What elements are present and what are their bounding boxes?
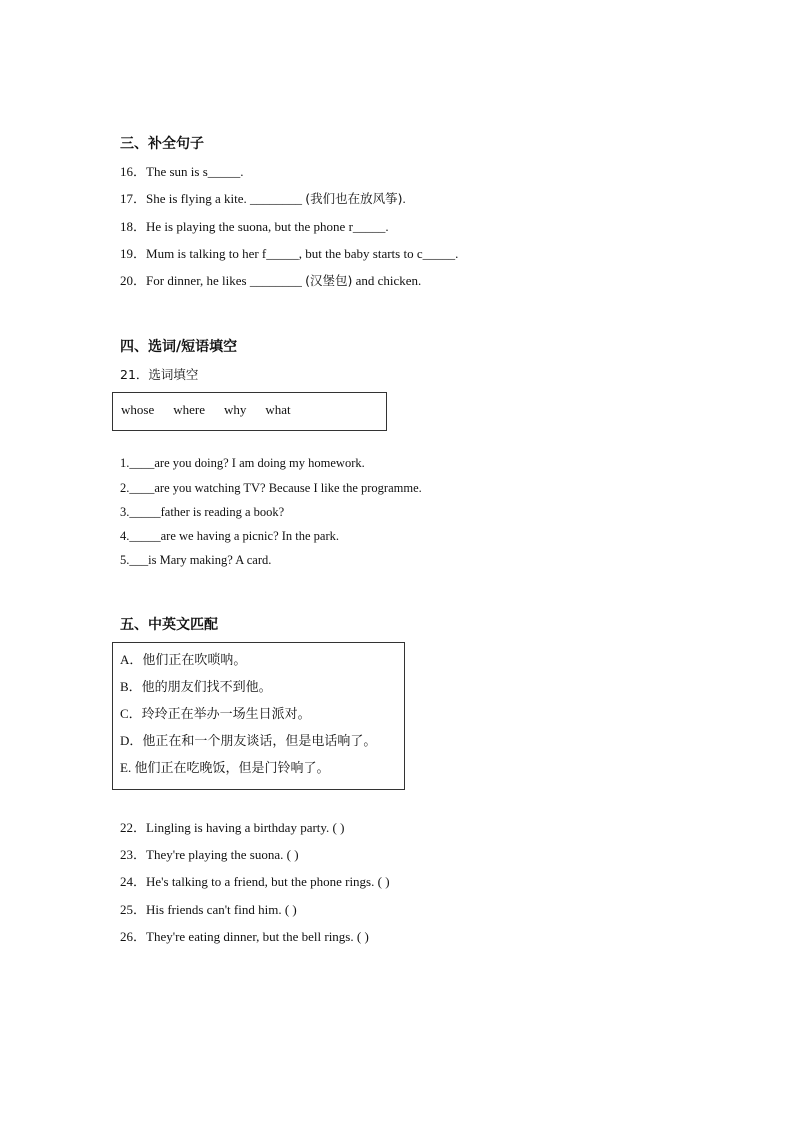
- option-label: C．: [120, 706, 142, 721]
- question-number: 25．: [120, 902, 147, 917]
- word-bank-item: whose: [121, 402, 155, 417]
- blank-item-1: 1.____are you doing? I am doing my homework.: [120, 456, 365, 470]
- option-label: E.: [120, 760, 132, 775]
- word-bank-item: what: [265, 402, 291, 417]
- word-bank: [121, 401, 310, 418]
- option-text: 他的朋友们找不到他。: [141, 680, 272, 695]
- question-23: [120, 846, 299, 863]
- question-text-end: .: [402, 191, 406, 206]
- section4-title: 四、选词/短语填空: [120, 339, 238, 355]
- question-text: For dinner, he likes ________: [146, 273, 306, 288]
- matching-options-box: [112, 642, 405, 790]
- option-text: 他们正在吃晚饭，但是门铃响了。: [134, 761, 330, 776]
- question-17: [120, 190, 406, 207]
- question-hint: (汉堡包): [305, 273, 353, 288]
- question-text: He is playing the suona, but the phone r_____.: [146, 219, 389, 234]
- section3-title: 三、补全句子: [120, 136, 204, 152]
- section5-title: 五、中英文匹配: [120, 617, 218, 633]
- question-text: The sun is s_____.: [146, 164, 244, 179]
- question-text: They're playing the suona. ( ): [146, 847, 299, 862]
- blank-item-5: 5.___is Mary making? A card.: [120, 553, 272, 567]
- question-number: 19．: [120, 246, 147, 261]
- blank-item-4: 4._____are we having a picnic? In the park.: [120, 529, 340, 543]
- word-bank-item: why: [223, 402, 247, 417]
- word-bank-item: where: [173, 402, 205, 417]
- option-e: [120, 759, 329, 778]
- question-26: [120, 928, 369, 945]
- option-text: 玲玲正在举办一场生日派对。: [141, 707, 311, 722]
- question-number: 26．: [120, 929, 147, 944]
- blank-item-2: 2.____are you watching TV? Because I like the programme.: [120, 481, 422, 495]
- question-text: Mum is talking to her f_____, but the baby starts to c_____.: [146, 246, 459, 261]
- question-21-title: [120, 366, 198, 383]
- question-number: 16．: [120, 164, 147, 179]
- option-d: [120, 732, 376, 751]
- question-text: She is flying a kite. ________: [146, 191, 306, 206]
- option-text: 他们正在吹唢呐。: [142, 653, 247, 668]
- question-number: 22．: [120, 820, 147, 835]
- question-number: 17．: [120, 191, 147, 206]
- blank-item-3: 3._____father is reading a book?: [120, 505, 285, 519]
- question-16: [120, 163, 244, 180]
- question-21-label: 21．选词填空: [120, 367, 199, 382]
- option-label: A．: [120, 652, 143, 667]
- question-text: Lingling is having a birthday party. ( ): [146, 820, 345, 835]
- question-24: [120, 873, 390, 890]
- option-label: D．: [120, 733, 143, 748]
- question-number: 18．: [120, 219, 147, 234]
- question-19: [120, 245, 458, 262]
- question-number: 24．: [120, 874, 147, 889]
- question-25: [120, 901, 297, 918]
- question-text: They're eating dinner, but the bell rings. ( ): [146, 929, 369, 944]
- word-bank-box: [112, 392, 387, 431]
- question-number: 23．: [120, 847, 147, 862]
- option-c: [120, 705, 311, 724]
- option-label: B．: [120, 679, 142, 694]
- question-text: He's talking to a friend, but the phone rings. ( ): [146, 874, 390, 889]
- question-hint: (我们也在放风筝): [305, 191, 403, 206]
- question-text-end: and chicken.: [352, 273, 422, 288]
- question-text: His friends can't find him. ( ): [146, 902, 297, 917]
- option-b: [120, 678, 272, 697]
- question-18: [120, 218, 389, 235]
- question-number: 20．: [120, 273, 147, 288]
- option-text: 他正在和一个朋友谈话，但是电话响了。: [142, 734, 377, 749]
- option-a: [120, 651, 246, 670]
- question-20: [120, 272, 421, 289]
- question-22: [120, 819, 344, 836]
